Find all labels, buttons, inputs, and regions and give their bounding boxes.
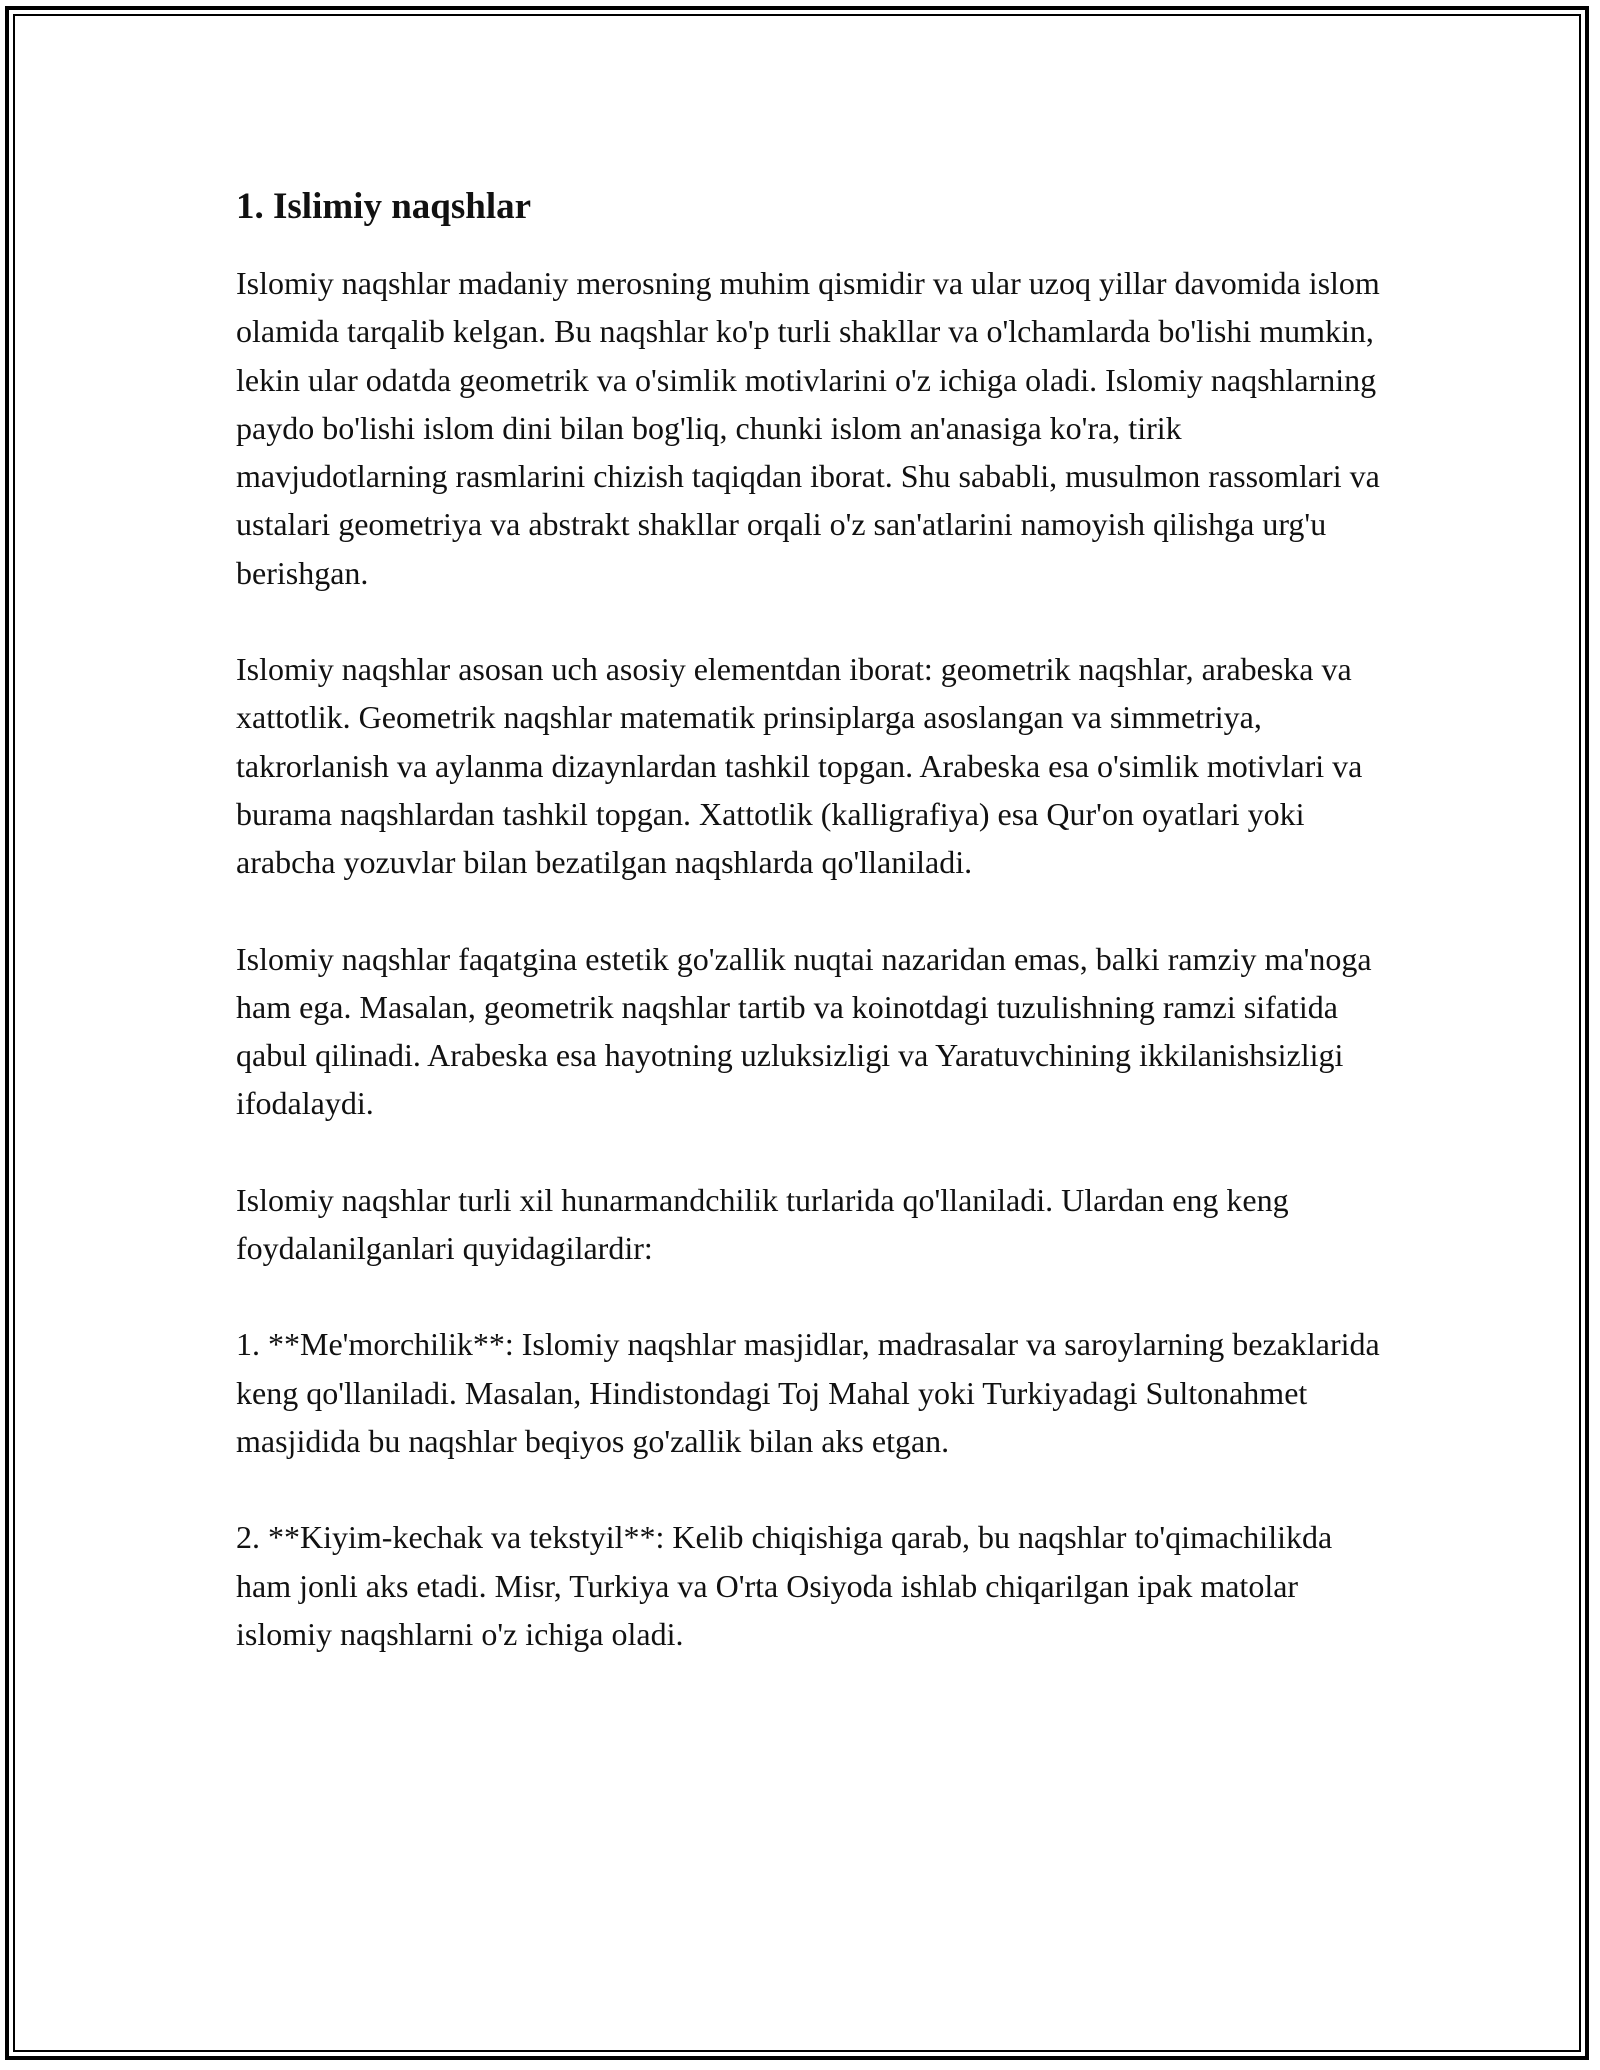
document-body (236, 185, 1386, 1706)
paragraph-elements: Islomiy naqshlar asosan uch asosiy elementdan iborat: geometrik naqshlar, arabeska va xattotlik. Geometrik naqshlar matematik prinsiplarga asoslangan va simmetriya, takrorlanish va aylanma dizaynlardan tashkil topgan. Arabeska esa o'simlik motivlari va burama naqshlardan tashkil topgan. Xattotlik (kalligrafiya) esa Qur'on oyatlari yoki arabcha yozuvlar bilan bezatilgan naqshlarda qo'llaniladi. (236, 651, 1363, 881)
paragraph-symbolism: Islomiy naqshlar faqatgina estetik go'zallik nuqtai nazaridan emas, balki ramziy ma'noga ham ega. Masalan, geometrik naqshlar tartib va koinotdagi tuzulishning ramzi sifatida qabul qilinadi. Arabeska esa hayotning uzluksizligi va Yaratuvchining ikkilanishsizligi ifodalaydi. (236, 940, 1372, 1122)
list-item-architecture: 1. **Me'morchilik**: Islomiy naqshlar masjidlar, madrasalar va saroylarning bezaklarida keng qo'llaniladi. Masalan, Hindistondagi Toj Mahal yoki Turkiyadagi Sultonahmet masjidida bu naqshlar beqiyos go'zallik bilan aks etgan. (236, 1326, 1380, 1459)
paragraph-introduction: Islomiy naqshlar madaniy merosning muhim qismidir va ular uzoq yillar davomida islom olamida tarqalib kelgan. Bu naqshlar ko'p turli shakllar va o'lchamlarda bo'lishi mumkin, lekin ular odatda geometrik va o'simlik motivlarini o'z ichiga oladi. Islomiy naqshlarning paydo bo'lishi islom dini bilan bog'liq, chunki islom an'anasiga ko'ra, tirik mavjudotlarning rasmlarini chizish taqiqdan iborat. Shu sababli, musulmon rassomlari va ustalari geometriya va abstrakt shakllar orqali o'z san'atlarini namoyish qilishga urg'u berishgan. (236, 265, 1380, 591)
section-heading: 1. Islimiy naqshlar (236, 186, 532, 227)
paragraph-crafts-intro: Islomiy naqshlar turli xil hunarmandchilik turlarida qo'llaniladi. Ulardan eng keng foydalanilganlari quyidagilardir: (236, 1181, 1289, 1267)
list-item-textile: 2. **Kiyim-kechak va tekstyil**: Kelib chiqishiga qarab, bu naqshlar to'qimachilikda ham jonli aks etadi. Misr, Turkiya va O'rta Osiyoda ishlab chiqarilgan ipak matolar islomiy naqshlarni o'z ichiga oladi. (236, 1519, 1333, 1652)
